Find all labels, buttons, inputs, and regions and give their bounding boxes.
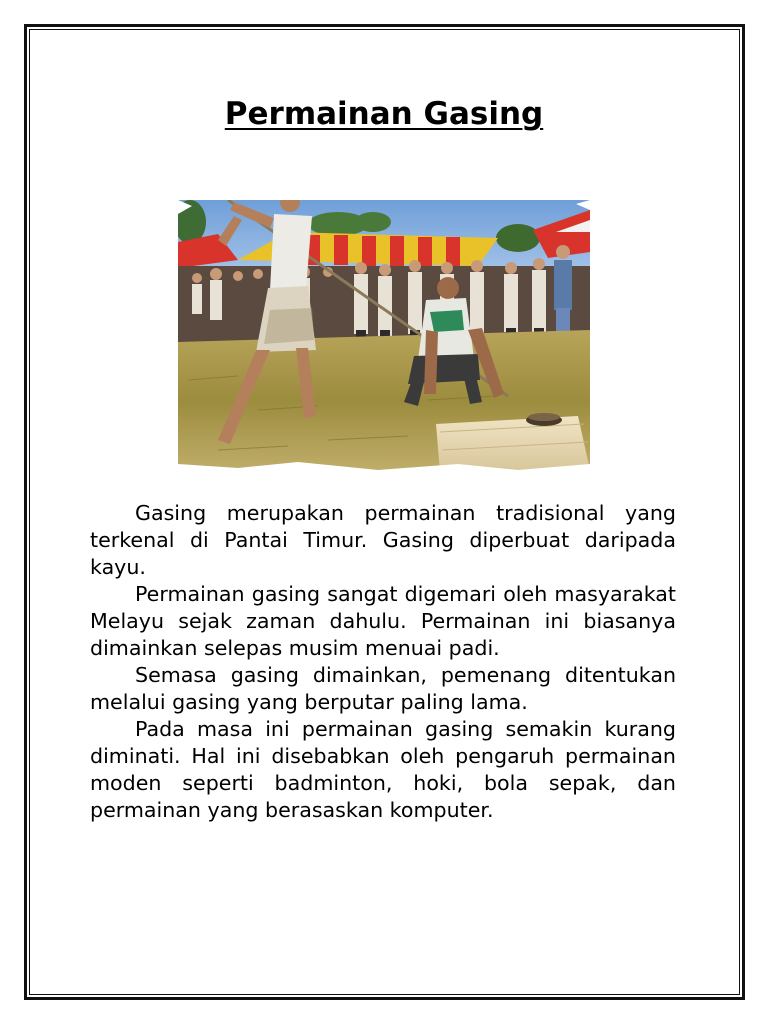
body-text xyxy=(90,500,676,824)
paragraph-4: Pada masa ini permainan gasing semakin kurang diminati. Hal ini disebabkan oleh pengaruh permainan moden seperti badminton, hoki, bola sepak, dan permainan yang berasaskan komputer. xyxy=(90,717,676,822)
page-title: Permainan Gasing xyxy=(224,96,544,132)
gasing-game-photo xyxy=(178,180,590,472)
paragraph-3: Semasa gasing dimainkan, pemenang ditentukan melalui gasing yang berputar paling lama. xyxy=(90,663,676,714)
paragraph-2: Permainan gasing sangat digemari oleh masyarakat Melayu sejak zaman dahulu. Permainan ini biasanya dimainkan selepas musim menuai padi. xyxy=(90,582,676,660)
paragraph-1: Gasing merupakan permainan tradisional yang terkenal di Pantai Timur. Gasing diperbuat daripada kayu. xyxy=(90,501,676,579)
